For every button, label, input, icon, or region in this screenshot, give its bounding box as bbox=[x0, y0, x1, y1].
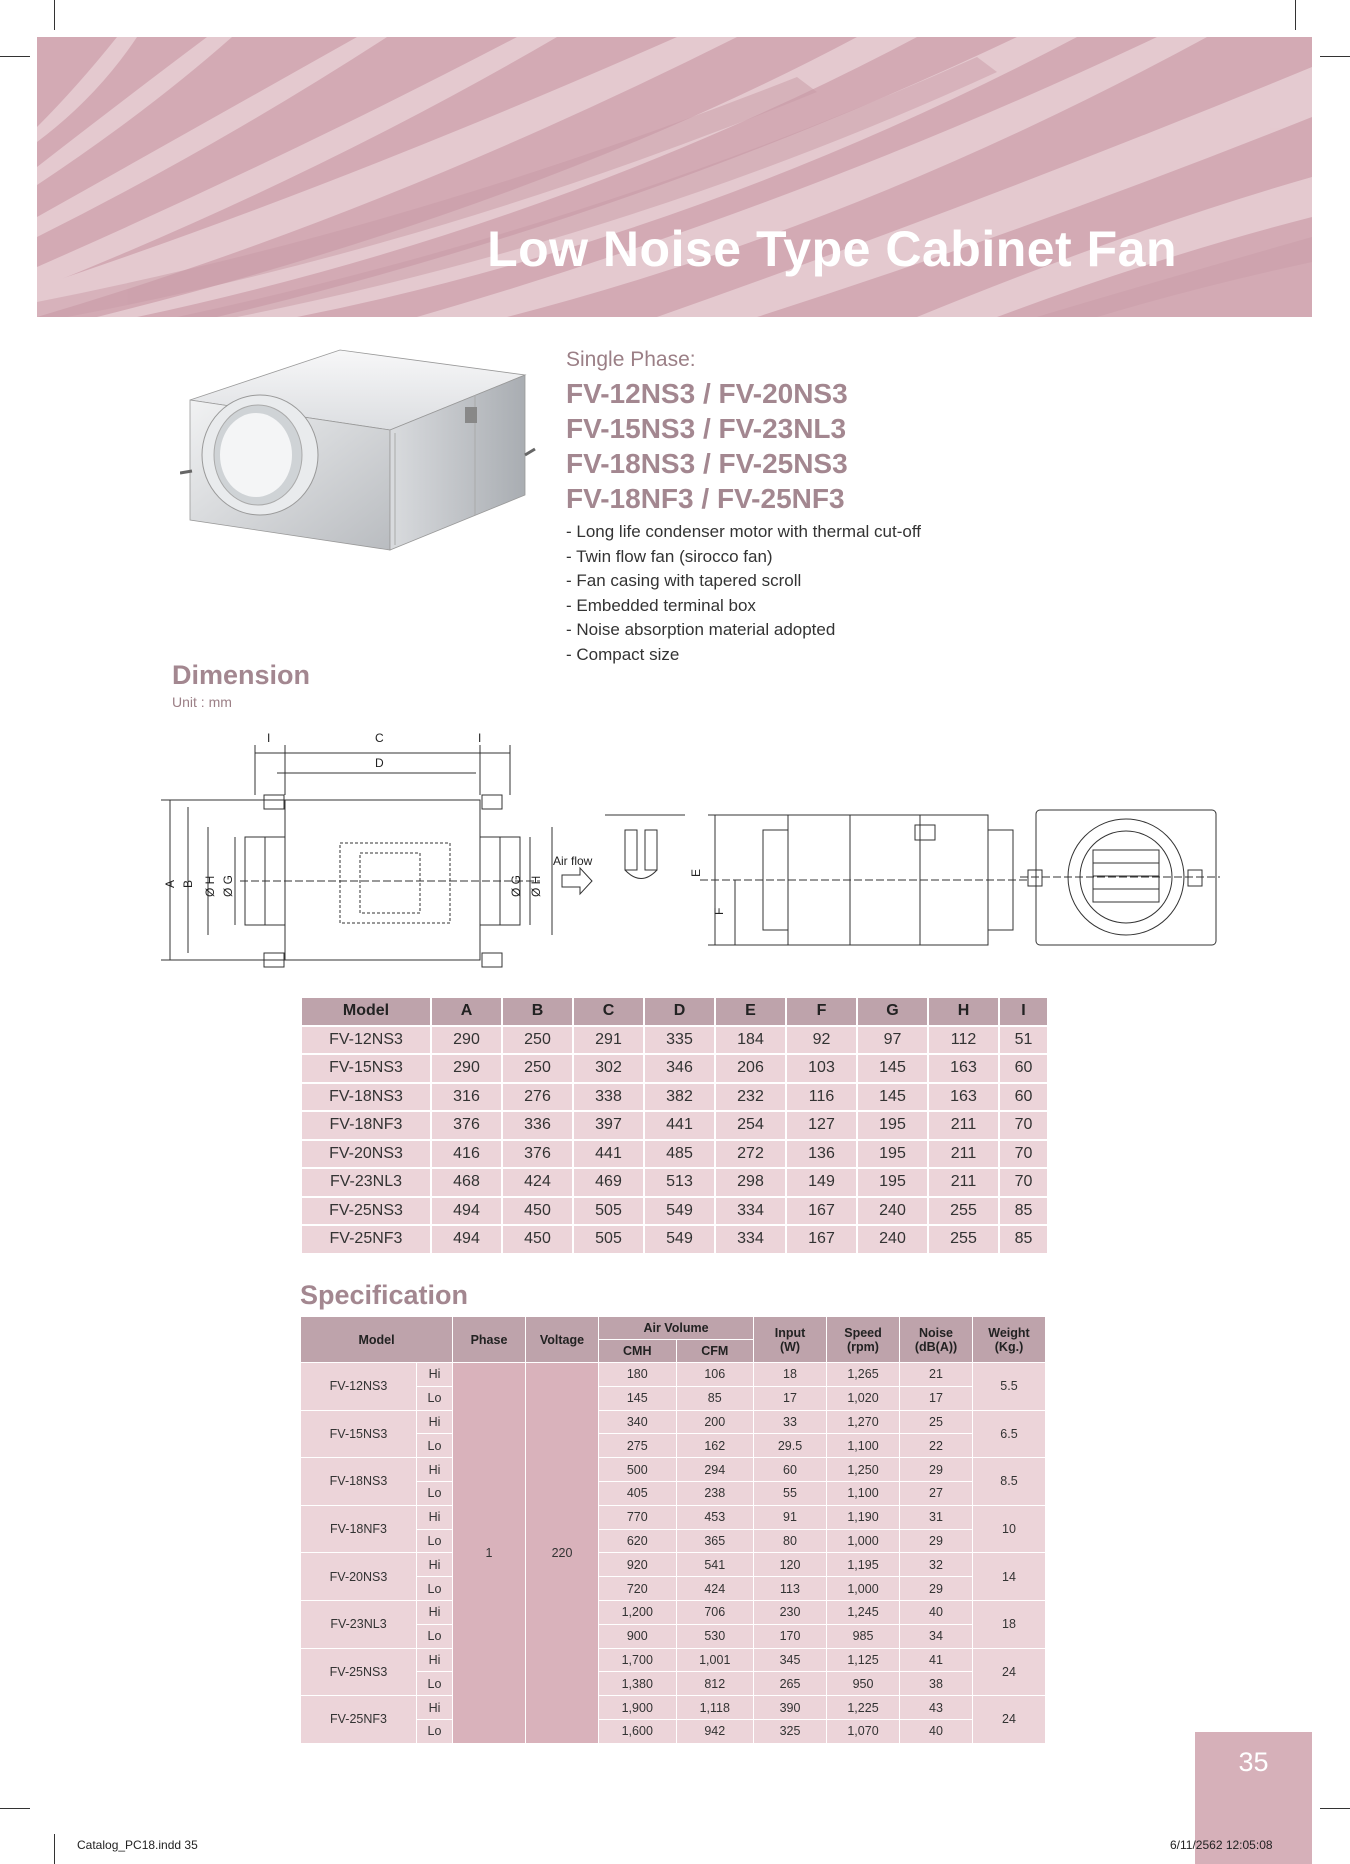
speed-level-cell: Hi bbox=[417, 1648, 453, 1672]
dimension-cell: 397 bbox=[573, 1111, 644, 1140]
dimension-cell: 298 bbox=[715, 1168, 786, 1197]
column-header: I bbox=[999, 997, 1048, 1026]
table-row bbox=[301, 1410, 1046, 1434]
dimension-cell: 302 bbox=[573, 1054, 644, 1083]
cmh-cell: 340 bbox=[599, 1410, 677, 1434]
dimension-cell: 240 bbox=[857, 1225, 928, 1254]
input-cell: 345 bbox=[754, 1648, 827, 1672]
page-title: Low Noise Type Cabinet Fan bbox=[487, 221, 1177, 277]
weight-cell: 8.5 bbox=[973, 1458, 1046, 1506]
speed-cell: 1,245 bbox=[827, 1600, 900, 1624]
product-image bbox=[180, 345, 540, 580]
column-header: G bbox=[857, 997, 928, 1026]
cmh-cell: 920 bbox=[599, 1553, 677, 1577]
noise-cell: 34 bbox=[900, 1624, 973, 1648]
dimension-cell: 505 bbox=[573, 1225, 644, 1254]
specification-heading: Specification bbox=[300, 1280, 469, 1310]
table-row bbox=[301, 1363, 1046, 1387]
dimension-cell: 97 bbox=[857, 1026, 928, 1055]
dimension-cell: 450 bbox=[502, 1225, 573, 1254]
model-cell: FV-25NF3 bbox=[301, 1696, 417, 1744]
weight-cell: 24 bbox=[973, 1696, 1046, 1744]
feature-item: - Noise absorption material adopted bbox=[566, 620, 836, 640]
column-header-voltage: Voltage bbox=[526, 1317, 599, 1363]
noise-cell: 43 bbox=[900, 1696, 973, 1720]
dimension-cell: 85 bbox=[999, 1225, 1048, 1254]
phase-label: Single Phase: bbox=[566, 348, 696, 371]
dimension-cell: 338 bbox=[573, 1083, 644, 1112]
dimension-cell: 513 bbox=[644, 1168, 715, 1197]
cfm-cell: 812 bbox=[676, 1672, 754, 1696]
dimension-cell: 494 bbox=[431, 1197, 502, 1226]
dim-label-f: F bbox=[712, 907, 726, 915]
dimension-cell: 468 bbox=[431, 1168, 502, 1197]
noise-header-label: Noise bbox=[918, 1325, 954, 1340]
dimension-cell: 416 bbox=[431, 1140, 502, 1169]
dimension-cell: 441 bbox=[644, 1111, 715, 1140]
crop-mark bbox=[0, 1808, 30, 1809]
speed-level-cell: Lo bbox=[417, 1481, 453, 1505]
dimension-cell: 211 bbox=[928, 1111, 999, 1140]
dimension-cell: 127 bbox=[786, 1111, 857, 1140]
unit-label: Unit : mm bbox=[172, 694, 232, 710]
dimension-cell: 291 bbox=[573, 1026, 644, 1055]
feature-item: - Long life condenser motor with thermal cut-off bbox=[566, 522, 921, 541]
dimension-cell: 167 bbox=[786, 1225, 857, 1254]
dimension-cell: 163 bbox=[928, 1083, 999, 1112]
dimension-cell: 145 bbox=[857, 1083, 928, 1112]
dimension-cell: 505 bbox=[573, 1197, 644, 1226]
dim-label-c: C bbox=[375, 731, 384, 745]
dimension-cell: 376 bbox=[431, 1111, 502, 1140]
footer-file-info: Catalog_PC18.indd 35 bbox=[77, 1838, 198, 1852]
cfm-cell: 162 bbox=[676, 1434, 754, 1458]
feature-item: - Compact size bbox=[566, 644, 680, 664]
table-row bbox=[301, 1111, 1048, 1140]
dim-label-h: Ø H bbox=[203, 875, 217, 897]
dimension-cell: 276 bbox=[502, 1083, 573, 1112]
input-cell: 18 bbox=[754, 1363, 827, 1387]
noise-cell: 22 bbox=[900, 1434, 973, 1458]
footer-timestamp: 6/11/2562 12:05:08 bbox=[1170, 1838, 1273, 1852]
model-line: FV-12NS3 / FV-20NS3 bbox=[566, 378, 848, 409]
speed-cell: 1,100 bbox=[827, 1434, 900, 1458]
specification-table-body bbox=[301, 1363, 1046, 1744]
speed-level-cell: Lo bbox=[417, 1577, 453, 1601]
speed-header-unit: (rpm) bbox=[847, 1339, 879, 1354]
table-header-row bbox=[301, 997, 1048, 1026]
speed-cell: 950 bbox=[827, 1672, 900, 1696]
column-header-phase: Phase bbox=[453, 1317, 526, 1363]
dimension-cell: 195 bbox=[857, 1111, 928, 1140]
model-cell: FV-18NF3 bbox=[301, 1111, 431, 1140]
dimension-cell: 70 bbox=[999, 1168, 1048, 1197]
model-line: FV-18NS3 / FV-25NS3 bbox=[566, 448, 848, 479]
dimension-cell: 136 bbox=[786, 1140, 857, 1169]
weight-header-label: Weight bbox=[988, 1325, 1030, 1340]
input-cell: 91 bbox=[754, 1505, 827, 1529]
speed-level-cell: Lo bbox=[417, 1624, 453, 1648]
column-header-cfm: CFM bbox=[676, 1340, 754, 1363]
weight-cell: 18 bbox=[973, 1600, 1046, 1648]
dimension-cell: 549 bbox=[644, 1225, 715, 1254]
table-header-row bbox=[301, 1317, 1046, 1340]
cmh-cell: 1,380 bbox=[599, 1672, 677, 1696]
speed-level-cell: Lo bbox=[417, 1529, 453, 1553]
input-header-unit: (W) bbox=[779, 1339, 801, 1354]
cfm-cell: 1,118 bbox=[676, 1696, 754, 1720]
model-line: FV-18NF3 / FV-25NF3 bbox=[566, 483, 845, 514]
input-cell: 17 bbox=[754, 1386, 827, 1410]
feature-item: - Embedded terminal box bbox=[566, 595, 756, 615]
speed-level-cell: Hi bbox=[417, 1553, 453, 1577]
cfm-cell: 424 bbox=[676, 1577, 754, 1601]
input-cell: 390 bbox=[754, 1696, 827, 1720]
dimension-drawing bbox=[160, 725, 1220, 995]
dimension-cell: 70 bbox=[999, 1140, 1048, 1169]
input-cell: 325 bbox=[754, 1719, 827, 1743]
header-banner bbox=[37, 37, 1312, 317]
page-number: 35 bbox=[1238, 1747, 1269, 1777]
noise-cell: 29 bbox=[900, 1577, 973, 1601]
column-header-speed bbox=[827, 1317, 900, 1363]
cmh-cell: 770 bbox=[599, 1505, 677, 1529]
column-header-noise bbox=[900, 1317, 973, 1363]
noise-cell: 38 bbox=[900, 1672, 973, 1696]
dimension-cell: 92 bbox=[786, 1026, 857, 1055]
dimension-cell: 549 bbox=[644, 1197, 715, 1226]
column-header-cmh: CMH bbox=[599, 1340, 677, 1363]
column-header-air-volume: Air Volume bbox=[599, 1317, 754, 1340]
input-cell: 55 bbox=[754, 1481, 827, 1505]
dim-label-d: D bbox=[375, 756, 384, 770]
model-cell: FV-23NL3 bbox=[301, 1168, 431, 1197]
dimension-cell: 255 bbox=[928, 1197, 999, 1226]
dimension-cell: 450 bbox=[502, 1197, 573, 1226]
cmh-cell: 720 bbox=[599, 1577, 677, 1601]
dimension-cell: 103 bbox=[786, 1054, 857, 1083]
model-cell: FV-18NS3 bbox=[301, 1458, 417, 1506]
table-row bbox=[301, 1505, 1046, 1529]
dimension-cell: 494 bbox=[431, 1225, 502, 1254]
product-intro bbox=[566, 348, 921, 668]
dimension-cell: 334 bbox=[715, 1197, 786, 1226]
dim-label-i: I bbox=[267, 731, 271, 745]
speed-header-label: Speed bbox=[844, 1325, 882, 1340]
speed-cell: 1,195 bbox=[827, 1553, 900, 1577]
dimension-cell: 195 bbox=[857, 1140, 928, 1169]
dimension-cell: 255 bbox=[928, 1225, 999, 1254]
dimension-cell: 382 bbox=[644, 1083, 715, 1112]
dim-label-h-right: Ø H bbox=[529, 875, 543, 897]
table-row bbox=[301, 1648, 1046, 1672]
speed-level-cell: Lo bbox=[417, 1719, 453, 1743]
dimension-cell: 290 bbox=[431, 1026, 502, 1055]
cmh-cell: 145 bbox=[599, 1386, 677, 1410]
table-row bbox=[301, 1140, 1048, 1169]
weight-cell: 6.5 bbox=[973, 1410, 1046, 1458]
dimension-cell: 60 bbox=[999, 1083, 1048, 1112]
dim-label-e: E bbox=[689, 868, 703, 877]
dimension-cell: 424 bbox=[502, 1168, 573, 1197]
dimension-cell: 145 bbox=[857, 1054, 928, 1083]
input-cell: 265 bbox=[754, 1672, 827, 1696]
dimension-cell: 70 bbox=[999, 1111, 1048, 1140]
cmh-cell: 1,600 bbox=[599, 1719, 677, 1743]
model-cell: FV-20NS3 bbox=[301, 1140, 431, 1169]
airflow-label: Air flow bbox=[553, 854, 593, 868]
model-cell: FV-15NS3 bbox=[301, 1410, 417, 1458]
model-cell: FV-25NS3 bbox=[301, 1197, 431, 1226]
speed-cell: 1,000 bbox=[827, 1577, 900, 1601]
speed-cell: 1,070 bbox=[827, 1719, 900, 1743]
model-cell: FV-23NL3 bbox=[301, 1600, 417, 1648]
cmh-cell: 1,200 bbox=[599, 1600, 677, 1624]
speed-cell: 1,270 bbox=[827, 1410, 900, 1434]
feature-list bbox=[566, 520, 921, 668]
dimension-cell: 211 bbox=[928, 1140, 999, 1169]
dimension-cell: 206 bbox=[715, 1054, 786, 1083]
dimension-cell: 272 bbox=[715, 1140, 786, 1169]
input-cell: 60 bbox=[754, 1458, 827, 1482]
speed-cell: 1,250 bbox=[827, 1458, 900, 1482]
cmh-cell: 1,900 bbox=[599, 1696, 677, 1720]
dimension-table bbox=[300, 996, 1049, 1255]
noise-cell: 40 bbox=[900, 1600, 973, 1624]
dim-label-a: A bbox=[163, 879, 177, 888]
speed-level-cell: Hi bbox=[417, 1363, 453, 1387]
column-header: A bbox=[431, 997, 502, 1026]
dimension-cell: 167 bbox=[786, 1197, 857, 1226]
table-row bbox=[301, 1458, 1046, 1482]
input-cell: 120 bbox=[754, 1553, 827, 1577]
table-row bbox=[301, 1600, 1046, 1624]
dimension-cell: 336 bbox=[502, 1111, 573, 1140]
cmh-cell: 275 bbox=[599, 1434, 677, 1458]
speed-level-cell: Hi bbox=[417, 1600, 453, 1624]
dimension-cell: 112 bbox=[928, 1026, 999, 1055]
dimension-cell: 149 bbox=[786, 1168, 857, 1197]
column-header: D bbox=[644, 997, 715, 1026]
dimension-heading: Dimension bbox=[172, 660, 311, 690]
cfm-cell: 365 bbox=[676, 1529, 754, 1553]
column-header-input bbox=[754, 1317, 827, 1363]
cfm-cell: 85 bbox=[676, 1386, 754, 1410]
dimension-cell: 232 bbox=[715, 1083, 786, 1112]
noise-cell: 29 bbox=[900, 1458, 973, 1482]
cfm-cell: 706 bbox=[676, 1600, 754, 1624]
cmh-cell: 405 bbox=[599, 1481, 677, 1505]
model-cell: FV-25NS3 bbox=[301, 1648, 417, 1696]
model-cell: FV-20NS3 bbox=[301, 1553, 417, 1601]
model-line: FV-15NS3 / FV-23NL3 bbox=[566, 413, 847, 444]
weight-header-unit: (Kg.) bbox=[994, 1339, 1024, 1354]
noise-cell: 17 bbox=[900, 1386, 973, 1410]
model-cell: FV-25NF3 bbox=[301, 1225, 431, 1254]
speed-cell: 1,020 bbox=[827, 1386, 900, 1410]
noise-cell: 21 bbox=[900, 1363, 973, 1387]
input-cell: 170 bbox=[754, 1624, 827, 1648]
dimension-cell: 335 bbox=[644, 1026, 715, 1055]
voltage-cell: 220 bbox=[526, 1363, 599, 1744]
dimension-cell: 485 bbox=[644, 1140, 715, 1169]
dimension-cell: 51 bbox=[999, 1026, 1048, 1055]
cfm-cell: 541 bbox=[676, 1553, 754, 1577]
dimension-cell: 211 bbox=[928, 1168, 999, 1197]
cfm-cell: 200 bbox=[676, 1410, 754, 1434]
dimension-cell: 250 bbox=[502, 1054, 573, 1083]
cfm-cell: 238 bbox=[676, 1481, 754, 1505]
noise-header-unit: (dB(A)) bbox=[914, 1339, 958, 1354]
input-cell: 80 bbox=[754, 1529, 827, 1553]
dim-label-g: Ø G bbox=[221, 874, 235, 897]
dimension-cell: 184 bbox=[715, 1026, 786, 1055]
model-cell: FV-12NS3 bbox=[301, 1363, 417, 1411]
crop-mark bbox=[54, 1834, 55, 1864]
weight-cell: 24 bbox=[973, 1648, 1046, 1696]
dimension-cell: 240 bbox=[857, 1197, 928, 1226]
cmh-cell: 620 bbox=[599, 1529, 677, 1553]
crop-mark bbox=[1320, 56, 1350, 57]
dimension-cell: 469 bbox=[573, 1168, 644, 1197]
feature-item: - Fan casing with tapered scroll bbox=[566, 571, 802, 591]
column-header: H bbox=[928, 997, 999, 1026]
noise-cell: 27 bbox=[900, 1481, 973, 1505]
dim-label-i-right: I bbox=[478, 731, 482, 745]
dimension-cell: 250 bbox=[502, 1026, 573, 1055]
dimension-cell: 316 bbox=[431, 1083, 502, 1112]
cfm-cell: 294 bbox=[676, 1458, 754, 1482]
table-row bbox=[301, 1696, 1046, 1720]
speed-level-cell: Hi bbox=[417, 1458, 453, 1482]
crop-mark bbox=[0, 56, 30, 57]
model-cell: FV-18NS3 bbox=[301, 1083, 431, 1112]
column-header-weight bbox=[973, 1317, 1046, 1363]
dimension-cell: 60 bbox=[999, 1054, 1048, 1083]
dimension-cell: 163 bbox=[928, 1054, 999, 1083]
dimension-cell: 116 bbox=[786, 1083, 857, 1112]
dimension-cell: 85 bbox=[999, 1197, 1048, 1226]
speed-level-cell: Lo bbox=[417, 1434, 453, 1458]
dimension-cell: 195 bbox=[857, 1168, 928, 1197]
input-cell: 113 bbox=[754, 1577, 827, 1601]
dimension-cell: 441 bbox=[573, 1140, 644, 1169]
dimension-cell: 376 bbox=[502, 1140, 573, 1169]
speed-cell: 1,190 bbox=[827, 1505, 900, 1529]
speed-cell: 1,265 bbox=[827, 1363, 900, 1387]
column-header: F bbox=[786, 997, 857, 1026]
model-cell: FV-15NS3 bbox=[301, 1054, 431, 1083]
speed-cell: 1,100 bbox=[827, 1481, 900, 1505]
column-header: B bbox=[502, 997, 573, 1026]
column-header: E bbox=[715, 997, 786, 1026]
table-row bbox=[301, 1197, 1048, 1226]
column-header-model: Model bbox=[301, 1317, 453, 1363]
dimension-cell: 254 bbox=[715, 1111, 786, 1140]
cmh-cell: 900 bbox=[599, 1624, 677, 1648]
dimension-cell: 290 bbox=[431, 1054, 502, 1083]
column-header: C bbox=[573, 997, 644, 1026]
table-row bbox=[301, 1225, 1048, 1254]
noise-cell: 31 bbox=[900, 1505, 973, 1529]
noise-cell: 40 bbox=[900, 1719, 973, 1743]
table-row bbox=[301, 1168, 1048, 1197]
dimension-table-body bbox=[301, 1026, 1048, 1254]
input-header-label: Input bbox=[774, 1325, 806, 1340]
weight-cell: 10 bbox=[973, 1505, 1046, 1553]
cmh-cell: 500 bbox=[599, 1458, 677, 1482]
speed-cell: 1,125 bbox=[827, 1648, 900, 1672]
specification-table bbox=[300, 1316, 1046, 1744]
feature-item: - Twin flow fan (sirocco fan) bbox=[566, 546, 773, 566]
crop-mark bbox=[1295, 0, 1296, 30]
speed-cell: 1,000 bbox=[827, 1529, 900, 1553]
phase-cell: 1 bbox=[453, 1363, 526, 1744]
weight-cell: 5.5 bbox=[973, 1363, 1046, 1411]
cfm-cell: 530 bbox=[676, 1624, 754, 1648]
noise-cell: 41 bbox=[900, 1648, 973, 1672]
model-cell: FV-12NS3 bbox=[301, 1026, 431, 1055]
cmh-cell: 180 bbox=[599, 1363, 677, 1387]
table-row bbox=[301, 1054, 1048, 1083]
noise-cell: 29 bbox=[900, 1529, 973, 1553]
cfm-cell: 106 bbox=[676, 1363, 754, 1387]
speed-level-cell: Hi bbox=[417, 1410, 453, 1434]
speed-level-cell: Lo bbox=[417, 1386, 453, 1410]
dimension-cell: 334 bbox=[715, 1225, 786, 1254]
speed-level-cell: Hi bbox=[417, 1505, 453, 1529]
cfm-cell: 1,001 bbox=[676, 1648, 754, 1672]
input-cell: 29.5 bbox=[754, 1434, 827, 1458]
speed-level-cell: Hi bbox=[417, 1696, 453, 1720]
model-cell: FV-18NF3 bbox=[301, 1505, 417, 1553]
noise-cell: 25 bbox=[900, 1410, 973, 1434]
dim-label-g-right: Ø G bbox=[509, 874, 523, 897]
dim-label-b: B bbox=[181, 879, 195, 888]
speed-level-cell: Lo bbox=[417, 1672, 453, 1696]
input-cell: 230 bbox=[754, 1600, 827, 1624]
cfm-cell: 942 bbox=[676, 1719, 754, 1743]
column-header: Model bbox=[301, 997, 431, 1026]
noise-cell: 32 bbox=[900, 1553, 973, 1577]
cfm-cell: 453 bbox=[676, 1505, 754, 1529]
crop-mark bbox=[54, 0, 55, 30]
speed-cell: 985 bbox=[827, 1624, 900, 1648]
dimension-cell: 346 bbox=[644, 1054, 715, 1083]
cmh-cell: 1,700 bbox=[599, 1648, 677, 1672]
speed-cell: 1,225 bbox=[827, 1696, 900, 1720]
table-row bbox=[301, 1026, 1048, 1055]
crop-mark bbox=[1320, 1808, 1350, 1809]
table-row bbox=[301, 1553, 1046, 1577]
weight-cell: 14 bbox=[973, 1553, 1046, 1601]
table-row bbox=[301, 1083, 1048, 1112]
input-cell: 33 bbox=[754, 1410, 827, 1434]
